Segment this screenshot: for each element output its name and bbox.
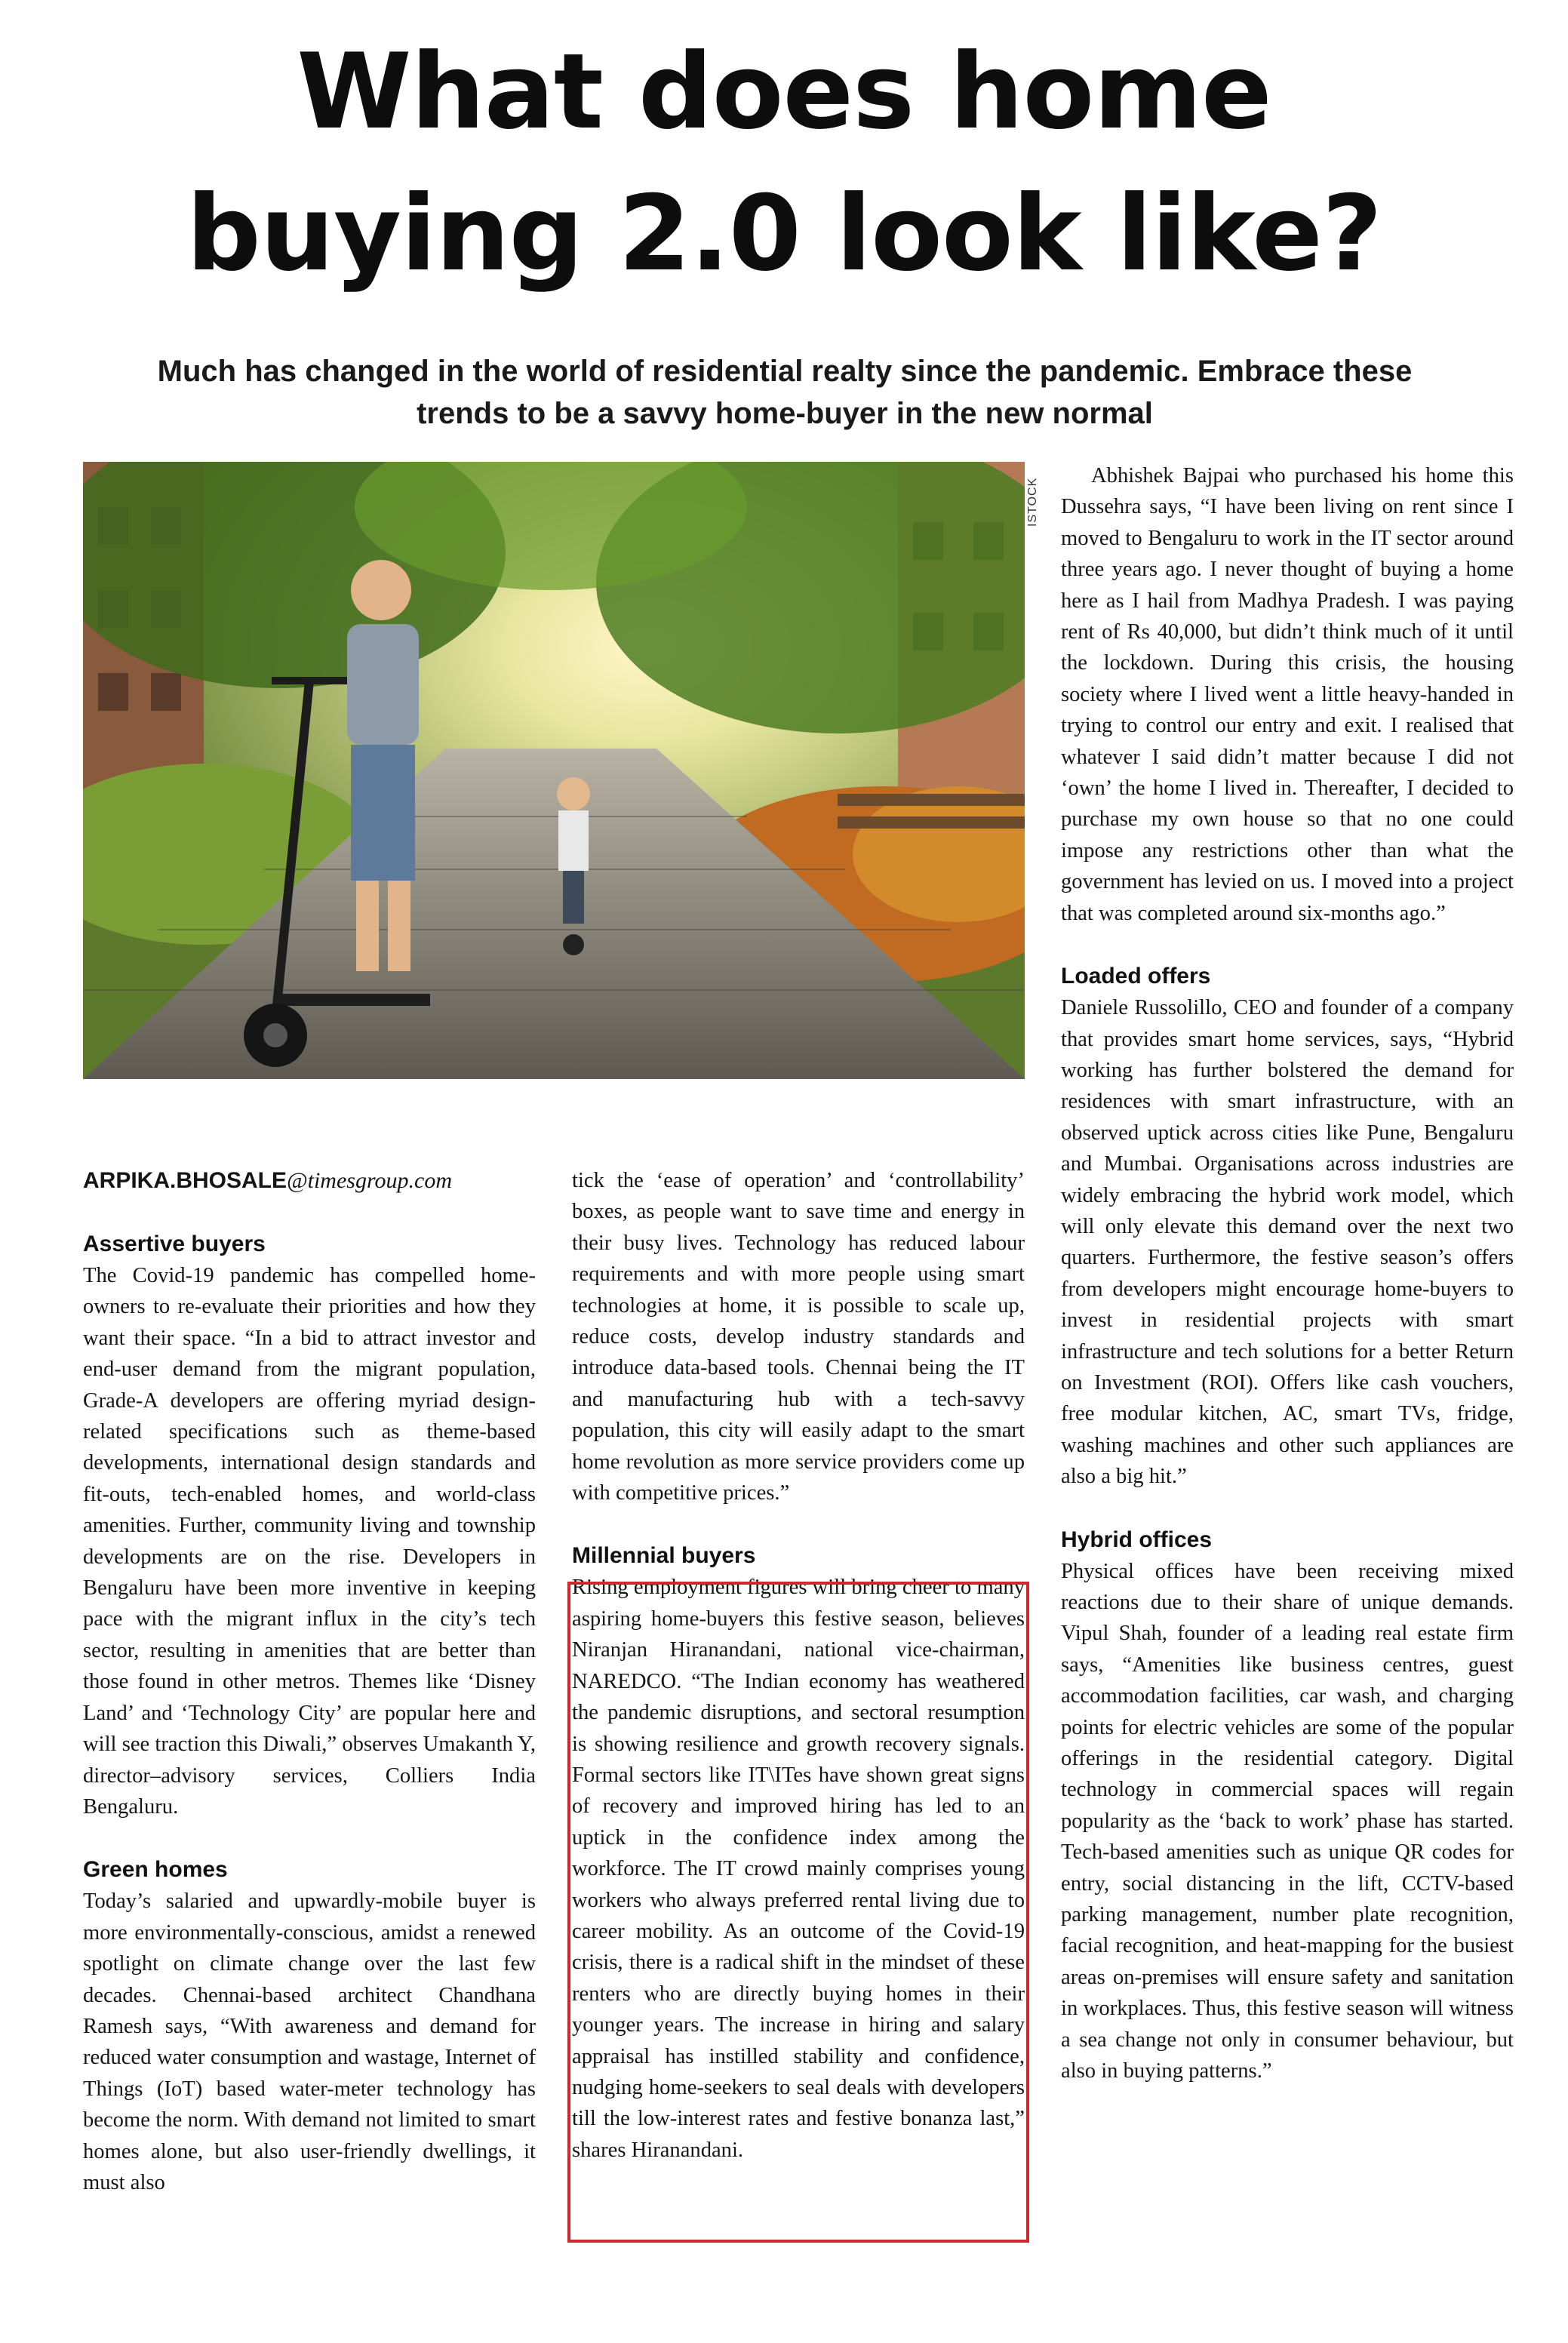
section-text-bajpai: Abhishek Bajpai who purchased his home this Dussehra says, “I have been living on rent since I moved to Bengaluru to work in the IT sector around three years ago. I never thought of buying a home here as I hail from Madhya Pradesh. I was paying rent of Rs 40,000, but didn’t think much of it until the lockdown. During this crisis, the housing society where I lived went a little heavy-handed in trying to control our entry and exit. I realised that whatever I said didn’t matter because I did not ‘own’ the home I lived in. Thereafter, I decided to purchase my own house so that no one could impose any restrictions other than what the government has levied on us. I moved into a project that was completed around six-months ago.”: [1061, 464, 1514, 925]
deck-line-1: Much has changed in the world of residential realty since the pandemic. Embrace these: [157, 355, 1413, 388]
section-heading-offers: Loaded offers: [1061, 964, 1211, 989]
photo-credit: ISTOCK: [1026, 477, 1039, 527]
byline: [83, 1165, 536, 1197]
headline-line-1: What does home: [297, 31, 1271, 152]
section-text-green-continued: tick the ‘ease of operation’ and ‘controllability’ boxes, as people want to save time and energy in their busy lives. Technology has reduced labour requirements and with more people using smart technologies at home, it is possible to scale up, reduce costs, develop industry standards and introduce data-based tools. Chennai being the IT and manufacturing hub with a tech-savvy population, this city will easily adapt to the smart home revolution as more service providers come up with competitive prices.”: [572, 1169, 1025, 1505]
section-text-green: Today’s salaried and upwardly-mobile buyer is more environmentally-conscious, amidst a renewed spotlight on climate change over the last few decades. Chennai-based architect Chandhana Ramesh says, “With awareness and demand for reduced water consumption and wastage, Internet of Things (IoT) based water-meter technology has become the norm. With demand not limited to smart homes alone, but also user-friendly dwellings, it must also: [83, 1889, 536, 2194]
section-text-assertive: The Covid-19 pandemic has compelled home-owners to re-evaluate their priorities and how they want their space. “In a bid to attract investor and end-user demand from the migrant population, Grade-A developers are offering myriad design-related specifications such as theme-based developments, international design standards and fit-outs, tech-enabled homes, and world-class amenities. Further, community living and township developments are on the rise. Developers in Bengaluru have been more inventive in keeping pace with the migrant influx in the city’s tech sector, resulting in amenities that are better than those found in other metros. Themes like ‘Disney Land’ and ‘Technology City’ are popular here and will see traction this Diwali,” observes Umakanth Y, director–advisory services, Colliers India Bengaluru.: [83, 1264, 536, 1819]
section-heading-assertive: Assertive buyers: [83, 1231, 266, 1256]
headline: [0, 21, 1568, 305]
deck-line-2: trends to be a savvy home-buyer in the new normal: [417, 397, 1153, 430]
section-heading-millennial: Millennial buyers: [572, 1543, 756, 1569]
section-text-millennial: Rising employment figures will bring cheer to many aspiring home-buyers this festive season, believes Niranjan Hiranandani, national vice-chairman, NAREDCO. “The Indian economy has weathered the pandemic disruptions, and sectoral resumption is showing resilience and growth recovery signals. Formal sectors like IT\ITes have shown great signs of recovery and improved hiring has led to an uptick in the confidence index among the workforce. The IT crowd mainly comprises young workers who always preferred rental living due to career mobility. As an outcome of the Covid-19 crisis, there is a radical shift in the mindset of these renters who are directly buying homes in their younger years. The increase in hiring and salary appraisal has instilled stability and confidence, nudging home-seekers to seal deals with developers till the low-interest rates and festive bonanza last,” shares Hiranandani.: [572, 1576, 1025, 2162]
highlight-box: [567, 1582, 1029, 2243]
column-3: [1061, 460, 1514, 2087]
byline-name: ARPIKA.BHOSALE: [83, 1168, 287, 1193]
boy-on-scooter-illustration: [83, 462, 1025, 1079]
byline-domain: @timesgroup.com: [287, 1168, 452, 1193]
column-1: [83, 1165, 536, 2198]
section-heading-hybrid: Hybrid offices: [1061, 1527, 1213, 1552]
section-text-offers: Daniele Russolillo, CEO and founder of a company that provides smart home services, says, “Hybrid working has further bolstered the demand for residences with smart infrastructure, with an observed uptick across cities like Pune, Bengaluru and Mumbai. Organisations across industries are widely embracing the hybrid work model, which will only elevate this demand over the next two quarters. Furthermore, the festive season’s offers from developers might encourage home-buyers to invest in residential projects with smart infrastructure and tech solutions for a better Return on Investment (ROI). Offers like cash vouchers, free modular kitchen, AC, smart TVs, fridge, washing machines and other such appliances are also a big hit.”: [1061, 996, 1514, 1489]
section-text-hybrid: Physical offices have been receiving mixed reactions due to their share of unique demands. Vipul Shah, founder of a leading real estate firm says, “Amenities like business centres, guest accommodation facilities, car wash, and charging points for electric vehicles are some of the popular offerings in the residential category. Digital technology in commercial spaces will regain popularity as the ‘back to work’ phase has started. Tech-based amenities such as unique QR codes for entry, social distancing in the lift, CCTV-based parking management, number plate recognition, facial recognition, and heat-mapping for the busiest areas on-premises will ensure safety and sanitation in workplaces. Thus, this festive season will witness a sea change not only in consumer behaviour, but also in buying patterns.”: [1061, 1559, 1514, 2083]
section-heading-green: Green homes: [83, 1857, 228, 1883]
deck-subtitle: [143, 350, 1426, 435]
headline-line-2: buying 2.0 look like?: [186, 173, 1382, 294]
article-photo: [83, 462, 1025, 1079]
